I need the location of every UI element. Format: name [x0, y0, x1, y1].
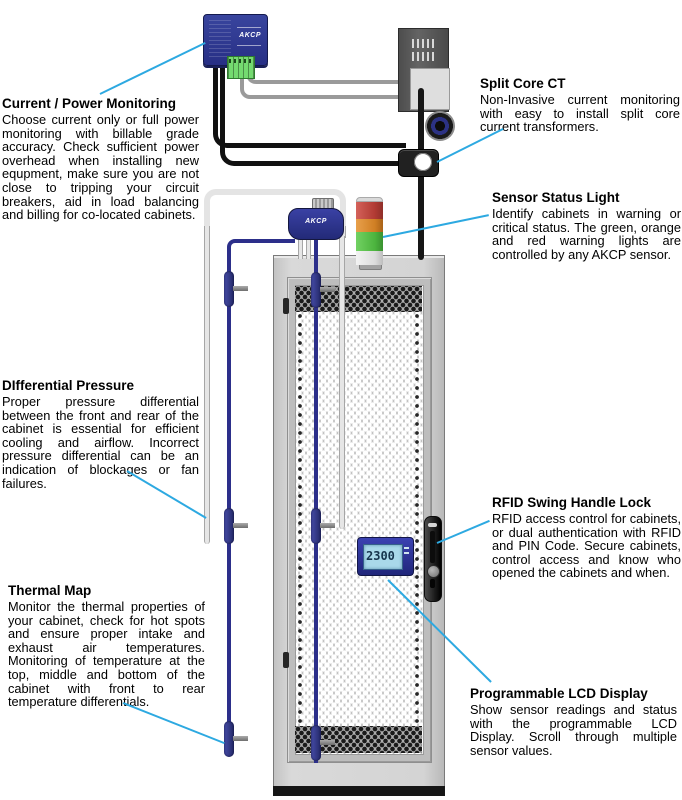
terminal-pins	[229, 59, 251, 63]
leader-line-current-power	[100, 42, 206, 95]
annotation-title: Current / Power Monitoring	[2, 96, 176, 111]
annotation-body: Choose current only or full power monitoring with billable grade accuracy. Check sufficient power overhead when installing new equpment, make sure you are not close to tripping your circuit breakers, aid in load balancing and billing for co-located cabinets.	[2, 112, 199, 223]
annotation-body: Proper pressure differential between the front and rear of the cabinet is essential for efficient cooling and airflow. Incorrect pressure differential can be an indication of blockages or fan failures.	[2, 394, 199, 491]
power-socket	[425, 111, 455, 141]
annotation-title: Programmable LCD Display	[470, 686, 648, 701]
handle-knob	[427, 565, 440, 578]
annotation-title: Split Core CT	[480, 76, 566, 91]
status-light-green	[356, 232, 383, 251]
handle-keyhole	[430, 579, 435, 588]
annotation-sensor-status-light	[492, 190, 681, 261]
annotation-programmable-lcd-display	[470, 686, 677, 757]
thermal-cable-outside	[227, 239, 295, 756]
handle-channel	[430, 531, 435, 563]
annotation-rfid-swing-handle-lock	[492, 495, 681, 580]
unit-decor-line	[237, 27, 261, 28]
annotation-body: Show sensor readings and status with the programmable LCD Display. Scroll through multiple sensor values.	[470, 702, 677, 758]
annotation-split-core-ct	[480, 76, 680, 134]
perforation-left-dots	[296, 312, 304, 728]
differential-pressure-sensor	[288, 208, 344, 240]
pressure-tube-door	[339, 236, 345, 529]
thermal-sensor-tab	[233, 736, 248, 741]
status-light-orange	[356, 219, 383, 232]
annotation-thermal-map	[8, 583, 205, 709]
pressure-sensor-label: AKCP	[305, 218, 327, 225]
thermal-sensor-tab	[320, 523, 335, 528]
annotation-body: RFID access control for cabinets, or dual authentication with RFID and PIN Code. Secure cabinets, control access and know who opened the cabinets and when.	[492, 511, 681, 581]
annotation-title: Sensor Status Light	[492, 190, 620, 205]
annotation-current-power-monitoring	[2, 96, 199, 222]
cabinet-base-strip	[273, 786, 445, 796]
meter-text-marks	[412, 52, 436, 61]
status-light-red	[356, 202, 383, 219]
annotation-body: Non-Invasive current monitoring with easy to install split core current transformers.	[480, 92, 680, 135]
annotation-differential-pressure	[2, 378, 199, 490]
thermal-sensor-tab	[320, 740, 335, 745]
lcd-indicator-mark	[404, 552, 409, 554]
thermal-cable-door	[314, 236, 318, 763]
status-light-base	[356, 251, 383, 265]
status-light-tower	[356, 197, 383, 265]
thermal-sensor-tab	[233, 286, 248, 291]
annotation-title: Thermal Map	[8, 583, 92, 598]
lcd-indicator-mark	[404, 547, 409, 549]
socket-plate	[410, 68, 450, 110]
unit-decor-line	[237, 45, 261, 46]
unit-grille	[209, 20, 231, 60]
split-core-ct-clamp	[398, 149, 439, 177]
thermal-sensor-tab	[233, 523, 248, 528]
ct-clamp-hole	[414, 153, 432, 171]
meter-text-marks	[412, 39, 436, 48]
lcd-screen	[363, 544, 403, 570]
thermal-sensor-tab	[320, 287, 335, 292]
pressure-tube-left	[204, 226, 210, 544]
lcd-display	[357, 537, 414, 576]
power-monitor-label: AKCP	[239, 32, 261, 39]
annotation-body: Identify cabinets in warning or critical status. The green, orange and red warning lights are controlled by any AKCP sensor.	[492, 206, 681, 262]
annotation-title: RFID Swing Handle Lock	[492, 495, 652, 510]
leader-line-status-light	[383, 214, 489, 238]
rfid-swing-handle	[424, 516, 442, 602]
handle-slot	[428, 523, 437, 527]
lcd-value: 2300	[366, 549, 395, 563]
annotation-title: DIfferential Pressure	[2, 378, 135, 393]
perforation-right-dots	[413, 312, 421, 728]
annotation-body: Monitor the thermal properties of your cabinet, check for hot spots and ensure proper intake and exhaust air temperatures. Monitoring of temperature at the top, middle and bottom of the cabinet with front to rear temperature differentials.	[8, 599, 205, 710]
